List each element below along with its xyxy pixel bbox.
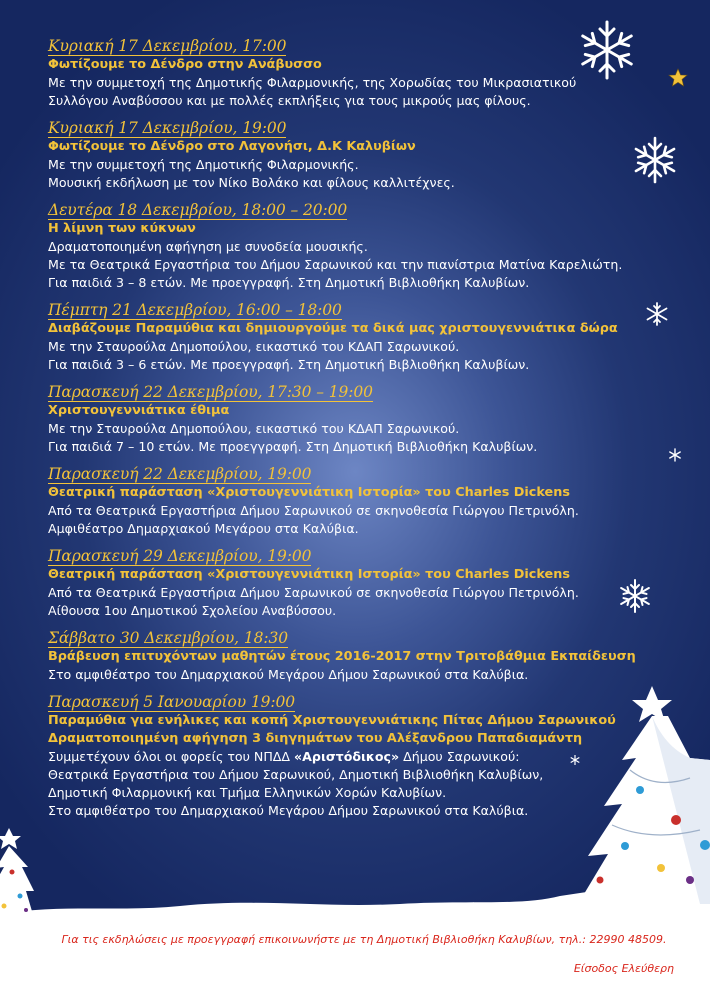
event-6 (48, 464, 688, 538)
event-detail: Με τα Θεατρικά Εργαστήρια του Δήμου Σαρωνικού και την πιανίστρια Ματίνα Καρελιώτη. (48, 257, 623, 272)
event-date: Παρασκευή 22 Δεκεμβρίου, 17:30 – 19:00 (48, 383, 373, 401)
event-detail: Συλλόγου Αναβύσσου και με πολλές εκπλήξεις για τους μικρούς μας φίλους. (48, 93, 531, 108)
event-date: Κυριακή 17 Δεκεμβρίου, 19:00 (48, 119, 287, 137)
event-date: Παρασκευή 22 Δεκεμβρίου, 19:00 (48, 465, 312, 483)
event-detail: Στο αμφιθέατρο του Δημαρχιακού Μεγάρου Δήμου Σαρωνικού στα Καλύβια. (48, 667, 529, 682)
event-detail: Από τα Θεατρικά Εργαστήρια Δήμου Σαρωνικού σε σκηνοθεσία Γιώργου Πετρινόλη. (48, 585, 579, 600)
event-5 (48, 382, 688, 456)
event-7 (48, 546, 688, 620)
event-detail: Δραματοποιημένη αφήγηση με συνοδεία μουσικής. (48, 239, 368, 254)
participants-org: «Αριστόδικος» (294, 749, 400, 764)
event-date: Κυριακή 17 Δεκεμβρίου, 17:00 (48, 37, 287, 55)
participants-intro: Συμμετέχουν όλοι οι φορείς του ΝΠΔΔ (48, 749, 295, 764)
event-title: Βράβευση επιτυχόντων μαθητών έτους 2016-2017 στην Τριτοβάθμια Εκπαίδευση (48, 649, 636, 664)
event-3 (48, 200, 688, 292)
event-detail: Αμφιθέατρο Δημαρχιακού Μεγάρου στα Καλύβια. (48, 521, 359, 536)
event-subtitle: Δραματοποιημένη αφήγηση 3 διηγημάτων του Αλέξανδρου Παπαδιαμάντη (48, 731, 583, 746)
event-2 (48, 118, 688, 192)
event-detail: Με την συμμετοχή της Δημοτικής Φιλαρμονικής. (48, 157, 359, 172)
event-date: Παρασκευή 5 Ιανουαρίου 19:00 (48, 693, 296, 711)
event-title: Θεατρική παράσταση «Χριστουγεννιάτικη Ιστορία» του Charles Dickens (48, 567, 570, 582)
event-date: Δευτέρα 18 Δεκεμβρίου, 18:00 – 20:00 (48, 201, 348, 219)
event-9 (48, 692, 688, 820)
event-detail: Δημοτική Φιλαρμονική και Τμήμα Ελληνικών Χορών Καλυβίων. (48, 785, 447, 800)
event-detail: Από τα Θεατρικά Εργαστήρια Δήμου Σαρωνικού σε σκηνοθεσία Γιώργου Πετρινόλη. (48, 503, 579, 518)
event-detail: Στο αμφιθέατρο του Δημαρχιακού Μεγάρου Δήμου Σαρωνικού στα Καλύβια. (48, 803, 529, 818)
event-detail: Με την συμμετοχή της Δημοτικής Φιλαρμονικής, της Χορωδίας του Μικρασιατικού (48, 75, 577, 90)
event-title: Φωτίζουμε το Δένδρο στο Λαγονήσι, Δ.Κ Καλυβίων (48, 139, 416, 154)
free-entry-label: Είσοδος Ελεύθερη (573, 962, 674, 975)
event-detail: Με την Σταυρούλα Δημοπούλου, εικαστικό του ΚΔΑΠ Σαρωνικού. (48, 421, 460, 436)
event-1 (48, 36, 688, 110)
event-participants (48, 748, 688, 766)
event-date: Σάββατο 30 Δεκεμβρίου, 18:30 (48, 629, 288, 647)
event-4 (48, 300, 688, 374)
event-date: Πέμπτη 21 Δεκεμβρίου, 16:00 – 18:00 (48, 301, 342, 319)
event-list (48, 36, 688, 828)
registration-note: Για τις εκδηλώσεις με προεγγραφή επικοινωνήστε με τη Δημοτική Βιβλιοθήκη Καλυβίων, τηλ.: 22990 48509. (61, 933, 667, 946)
event-8 (48, 628, 688, 684)
event-date: Παρασκευή 29 Δεκεμβρίου, 19:00 (48, 547, 312, 565)
event-title: Χριστουγεννιάτικα έθιμα (48, 403, 230, 418)
event-title: Η λίμνη των κύκνων (48, 221, 196, 236)
event-title: Παραμύθια για ενήλικες και κοπή Χριστουγεννιάτικης Πίτας Δήμου Σαρωνικού (48, 713, 616, 728)
participants-suffix: Δήμου Σαρωνικού: (399, 749, 520, 764)
event-title: Φωτίζουμε το Δένδρο στην Ανάβυσσο (48, 57, 322, 72)
event-detail: Για παιδιά 3 – 8 ετών. Με προεγγραφή. Στη Δημοτική Βιβλιοθήκη Καλυβίων. (48, 275, 530, 290)
event-detail: Με την Σταυρούλα Δημοπούλου, εικαστικό του ΚΔΑΠ Σαρωνικού. (48, 339, 460, 354)
event-detail: Αίθουσα 1ου Δημοτικού Σχολείου Αναβύσσου. (48, 603, 337, 618)
christmas-tree-icon (0, 828, 34, 918)
event-detail: Για παιδιά 3 – 6 ετών. Με προεγγραφή. Στη Δημοτική Βιβλιοθήκη Καλυβίων. (48, 357, 530, 372)
event-detail: Για παιδιά 7 – 10 ετών. Με προεγγραφή. Στη Δημοτική Βιβλιοθήκη Καλυβίων. (48, 439, 538, 454)
event-title: Θεατρική παράσταση «Χριστουγεννιάτικη Ιστορία» του Charles Dickens (48, 485, 570, 500)
event-detail: Μουσική εκδήλωση με τον Νίκο Βολάκο και φίλους καλλιτέχνες. (48, 175, 455, 190)
event-detail: Θεατρικά Εργαστήρια του Δήμου Σαρωνικού, Δημοτική Βιβλιοθήκη Καλυβίων, (48, 767, 544, 782)
event-title: Διαβάζουμε Παραμύθια και δημιουργούμε τα δικά μας χριστουγεννιάτικα δώρα (48, 321, 618, 336)
